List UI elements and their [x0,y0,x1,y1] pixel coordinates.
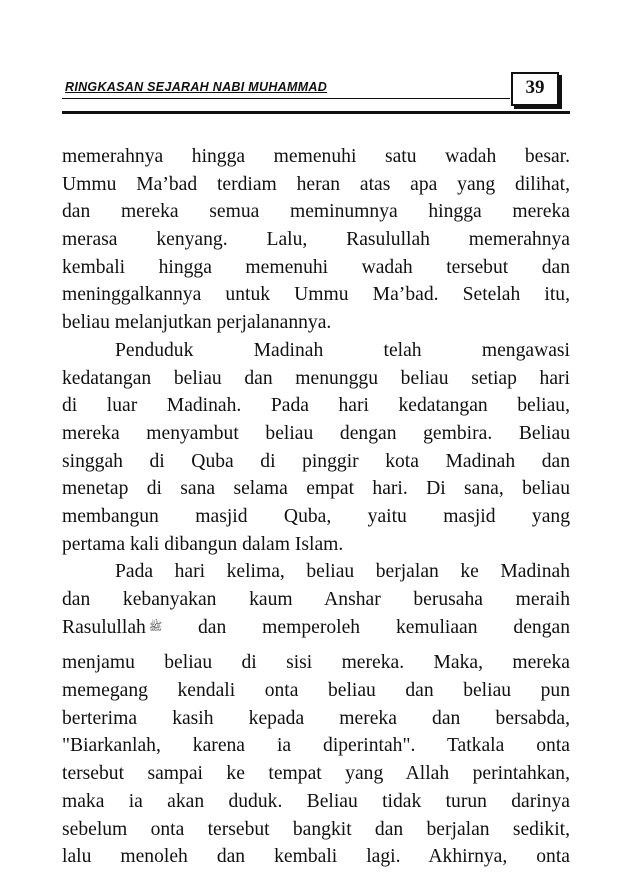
page-header [62,72,570,118]
page-number: 39 [525,77,545,98]
text-line: menetap di sana selama empat hari. Di sana, beliau [62,478,570,500]
text-line: membangun masjid Quba, yaitu masjid yang [62,505,570,527]
text-line: memegang kendali onta beliau dan beliau pun [62,680,570,702]
text-line: berterima kasih kepada mereka dan bersabda, [62,707,570,729]
line-continuation: dan memperoleh kemuliaan dengan [197,616,570,638]
text-line: kedatangan beliau dan menunggu beliau setiap hari [62,367,570,389]
header-rule-thin [62,98,510,99]
line-gap [62,641,570,649]
text-line: maka ia akan duduk. Beliau tidak turun darinya [62,790,570,812]
page-number-box [511,72,559,106]
text-line: mereka menyambut beliau dengan gembira. Beliau [62,422,570,444]
text-line: kembali hingga memenuhi wadah tersebut dan [62,256,570,278]
text-line: tersebut sampai ke tempat yang Allah perintahkan, [62,763,570,785]
salawat-icon: ﷺ [148,620,163,633]
text-line: lalu menoleh dan kembali lagi. Akhirnya, onta [62,846,570,868]
text-line: memerahnya hingga memenuhi satu wadah besar. [62,146,570,167]
text-line: dan kebanyakan kaum Anshar berusaha meraih [62,589,570,610]
text-line: singgah di Quba di pinggir kota Madinah dan [62,450,570,472]
text-line: Ummu Ma’bad terdiam heran atas apa yang dilihat, [62,173,570,195]
text-line: "Biarkanlah, karena ia diperintah". Tatkala onta [62,735,570,757]
header-rule-thick [62,111,570,114]
text-line: sebelum onta tersebut bangkit dan berjalan sedikit, [62,818,570,840]
text-line: merasa kenyang. Lalu, Rasulullah memerahnya [62,229,570,251]
text-line: di luar Madinah. Pada hari kedatangan beliau, [62,395,570,417]
paragraph-first-line: Penduduk Madinah telah mengawasi [115,339,570,361]
text-line: beliau melanjutkan perjalanannya. [62,312,332,334]
running-title: RINGKASAN SEJARAH NABI MUHAMMAD [65,80,328,94]
text-line: meninggalkannya untuk Ummu Ma’bad. Setelah itu, [62,284,570,306]
text-line: dan mereka semua meminumnya hingga mereka [62,201,570,223]
body-text [62,143,570,871]
text-line-with-honorific [62,614,570,642]
paragraph-first-line: Pada hari kelima, beliau berjalan ke Madinah [115,561,570,583]
text-line: pertama kali dibangun dalam Islam. [62,533,344,555]
text-line: menjamu beliau di sisi mereka. Maka, mereka [62,652,570,674]
rasulullah-word: Rasulullah [62,616,146,638]
